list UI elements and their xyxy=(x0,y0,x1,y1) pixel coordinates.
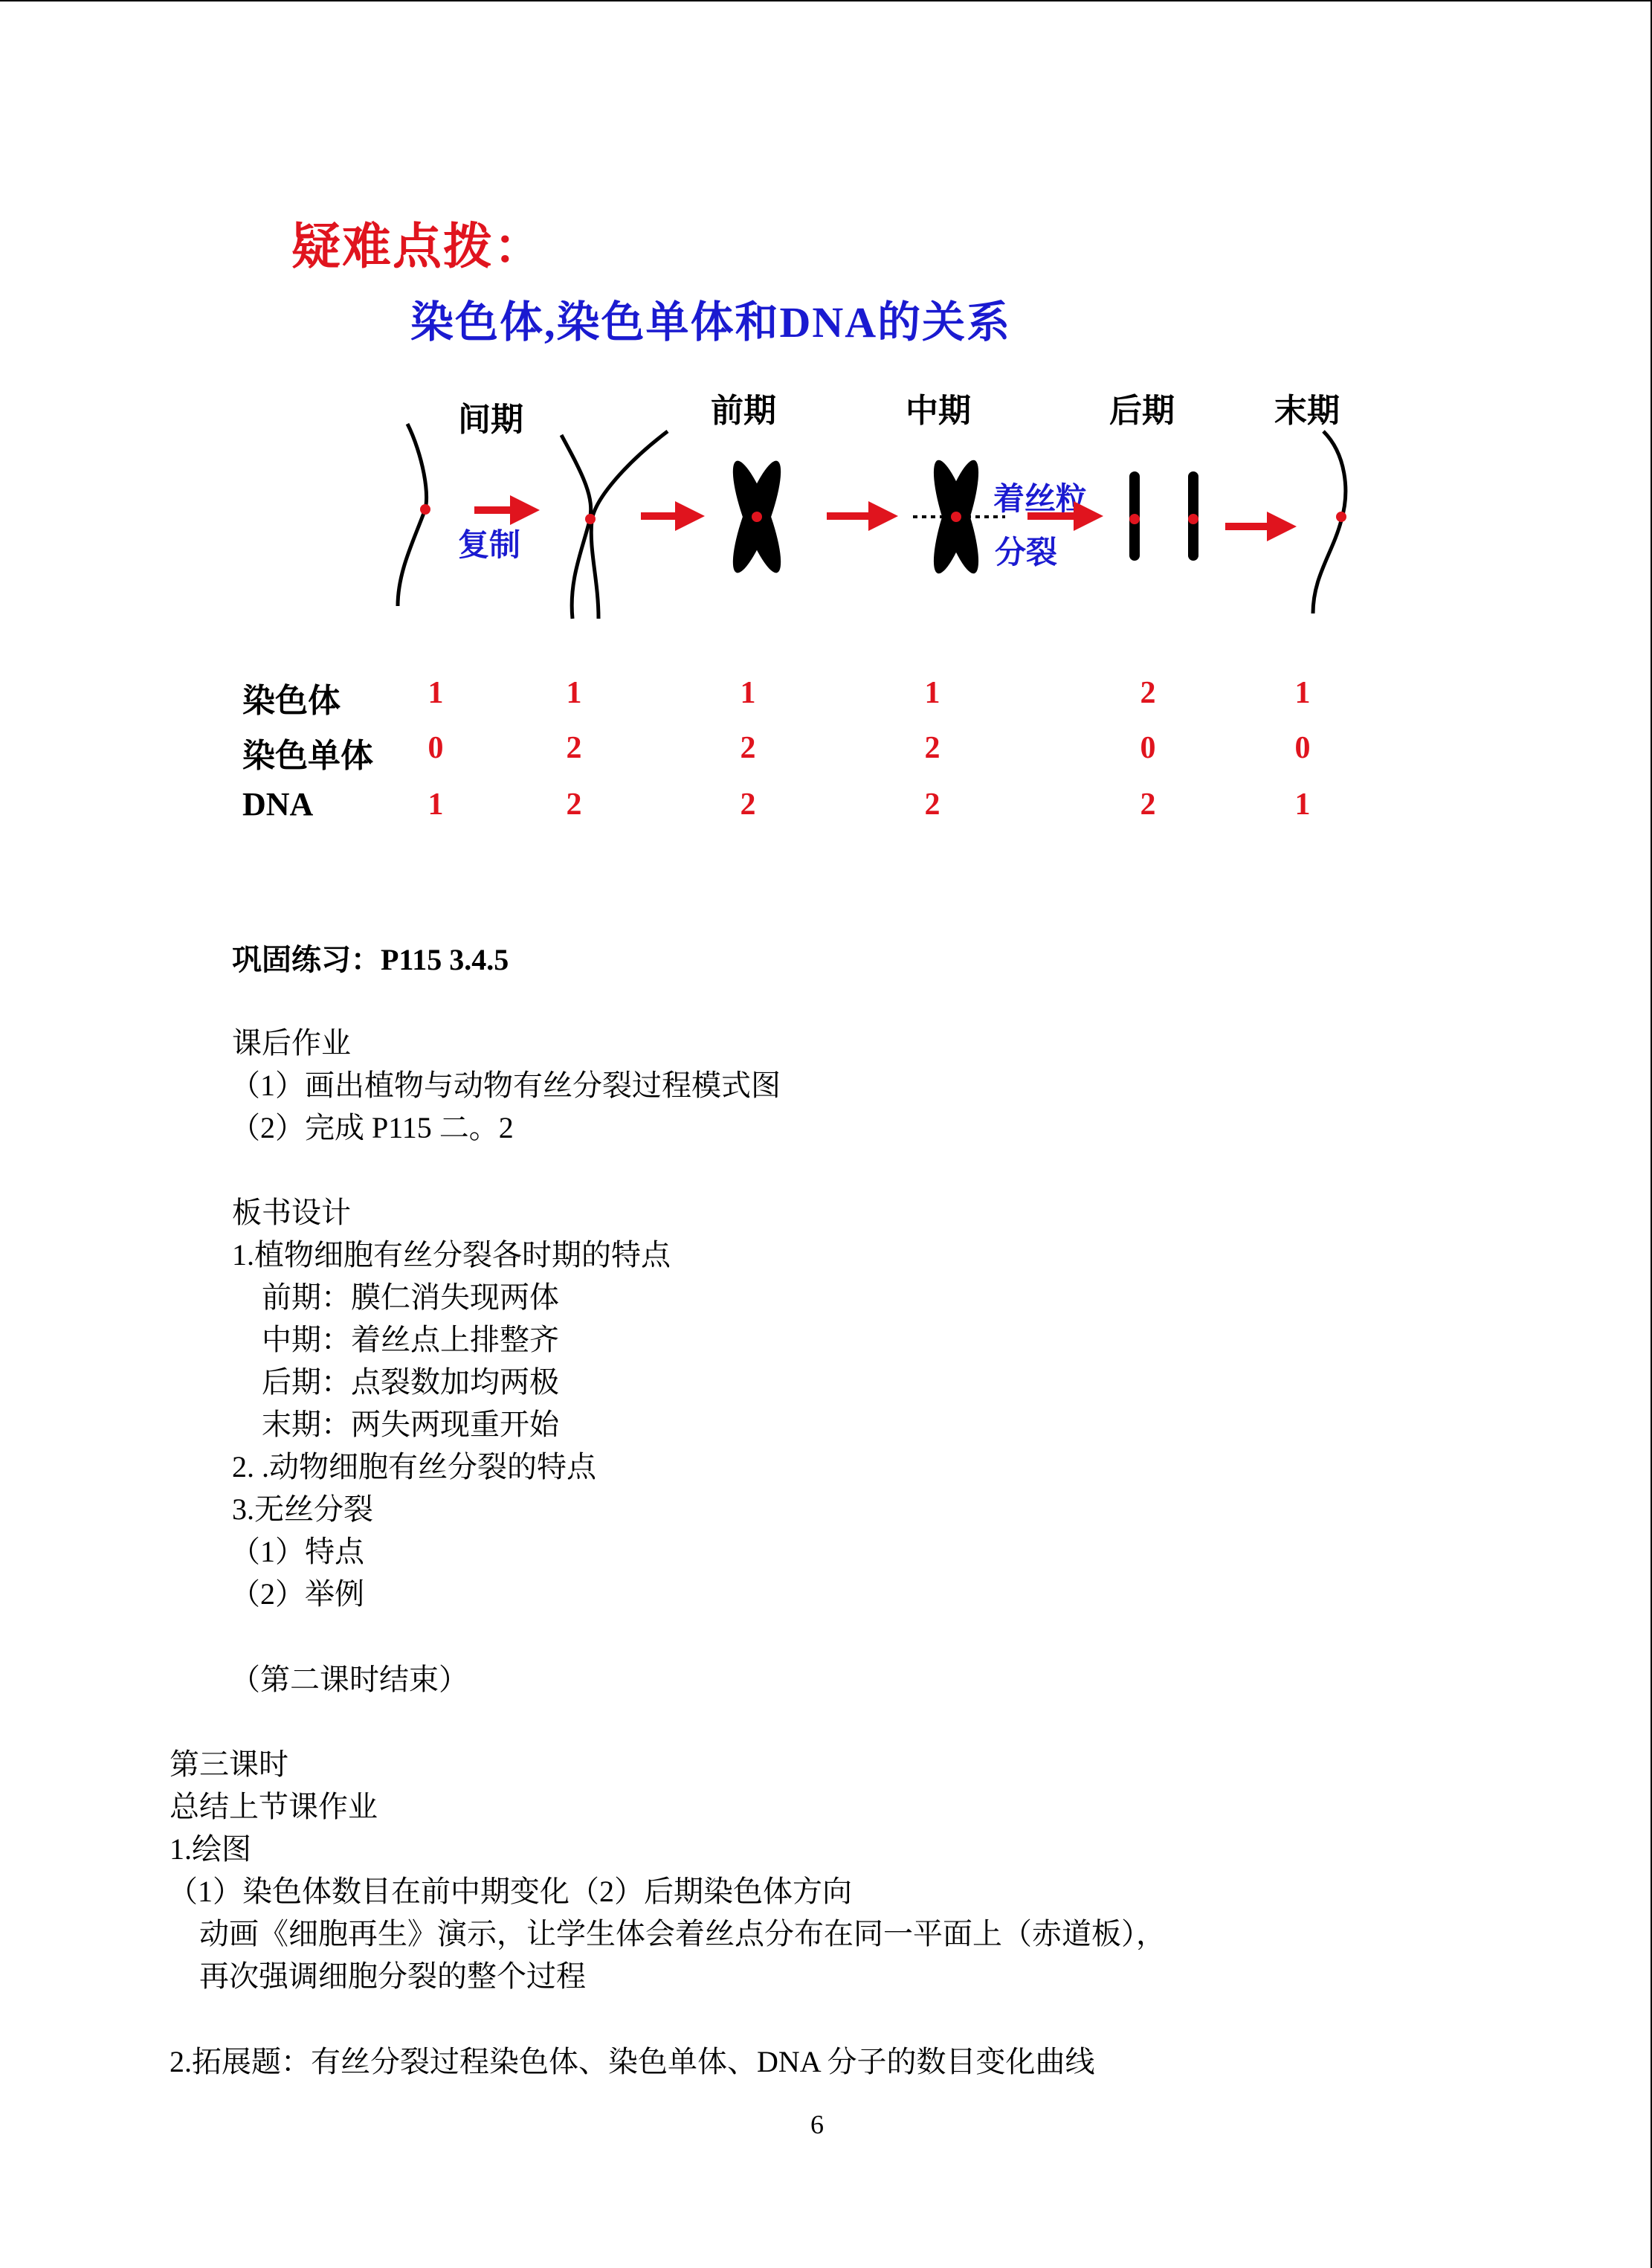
replicate-label: 复制 xyxy=(458,527,521,562)
board-section-2: 2. .动物细胞有丝分裂的特点 xyxy=(232,1450,596,1483)
value-cell: 2 xyxy=(740,731,756,765)
homework-title: 课后作业 xyxy=(232,1026,351,1060)
board-section-3: 3.无丝分裂 xyxy=(232,1492,373,1526)
board-title: 板书设计 xyxy=(232,1196,351,1229)
heading: 疑难点拨： xyxy=(291,220,544,274)
row-label-chromatid: 染色单体 xyxy=(242,738,373,774)
lesson-3-line-4: 动画《细胞再生》演示，让学生体会着丝点分布在同一平面上（赤道板）， xyxy=(199,1917,1166,1950)
practice-line: 巩固练习：P115 3.4.5 xyxy=(232,943,509,976)
split-label-2: 分裂 xyxy=(995,535,1058,570)
board-point-2: 中期：着丝点上排整齐 xyxy=(262,1323,559,1356)
phase-interphase: 间期 xyxy=(458,402,523,438)
value-cell: 2 xyxy=(1140,676,1156,710)
homework-item-1: （1）画出植物与动物有丝分裂过程模式图 xyxy=(230,1069,781,1102)
centromere-icon xyxy=(951,512,961,522)
board-point-3: 后期：点裂数加均两极 xyxy=(262,1365,559,1399)
value-cell: 1 xyxy=(740,676,756,710)
value-cell: 1 xyxy=(427,676,444,710)
phase-anaphase: 后期 xyxy=(1109,393,1175,429)
value-cell: 1 xyxy=(924,676,940,710)
replicated-chromatid-1 xyxy=(561,435,591,619)
figure-title: 染色体,染色单体和DNA的关系 xyxy=(410,298,1012,347)
board-point-4: 末期：两失两现重开始 xyxy=(262,1408,559,1441)
centromere-icon xyxy=(585,514,596,524)
row-label-dna: DNA xyxy=(242,786,314,822)
board-point-1: 前期：膜仁消失现两体 xyxy=(262,1280,559,1314)
value-cell: 1 xyxy=(1294,787,1311,822)
value-cell: 0 xyxy=(1294,731,1311,765)
phase-telophase: 末期 xyxy=(1274,393,1340,429)
lesson-3-line-2: 1.绘图 xyxy=(170,1832,251,1866)
value-cell: 2 xyxy=(924,787,940,822)
value-cell: 2 xyxy=(924,731,940,765)
value-cell: 2 xyxy=(566,731,582,765)
row-label-chromosome: 染色体 xyxy=(242,683,341,719)
value-cell: 2 xyxy=(566,787,582,822)
homework-item-2: （2）完成 P115 二。2 xyxy=(230,1111,514,1144)
board-section-3a: （1）特点 xyxy=(230,1535,364,1568)
lesson-3-title: 第三课时 xyxy=(170,1747,288,1781)
phase-metaphase: 中期 xyxy=(906,393,971,429)
chromosome-diagram xyxy=(372,409,1413,632)
anaphase-chromosome-1 xyxy=(1129,471,1140,561)
value-cell: 2 xyxy=(740,787,756,822)
lesson-3-line-6: 2.拓展题：有丝分裂过程染色体、染色单体、DNA 分子的数目变化曲线 xyxy=(170,2045,1095,2078)
centromere-icon xyxy=(1336,512,1346,522)
value-cell: 0 xyxy=(1140,731,1156,765)
lesson-2-end: （第二课时结束） xyxy=(230,1663,468,1696)
value-cell: 1 xyxy=(566,676,582,710)
page-number: 6 xyxy=(810,2110,824,2139)
centromere-icon xyxy=(752,512,762,522)
lesson-3-line-1: 总结上节课作业 xyxy=(170,1790,378,1823)
value-cell: 2 xyxy=(1140,787,1156,822)
value-cell: 1 xyxy=(427,787,444,822)
split-label-1: 着丝粒 xyxy=(993,481,1088,516)
lesson-3-line-5: 再次强调细胞分裂的整个过程 xyxy=(199,1959,586,1993)
value-cell: 1 xyxy=(1294,676,1311,710)
centromere-icon xyxy=(420,504,430,515)
board-section-1: 1.植物细胞有丝分裂各时期的特点 xyxy=(232,1238,671,1272)
page-border-top xyxy=(0,0,1652,1)
board-section-3b: （2）举例 xyxy=(230,1577,364,1611)
anaphase-chromosome-2 xyxy=(1188,471,1198,561)
value-cell: 0 xyxy=(427,731,444,765)
replicated-chromatid-2 xyxy=(591,431,668,619)
phase-prophase: 前期 xyxy=(711,393,776,429)
telophase-chromosome xyxy=(1313,431,1346,613)
interphase-chromosome xyxy=(398,424,427,606)
lesson-3-line-3: （1）染色体数目在前中期变化（2）后期染色体方向 xyxy=(168,1875,852,1908)
